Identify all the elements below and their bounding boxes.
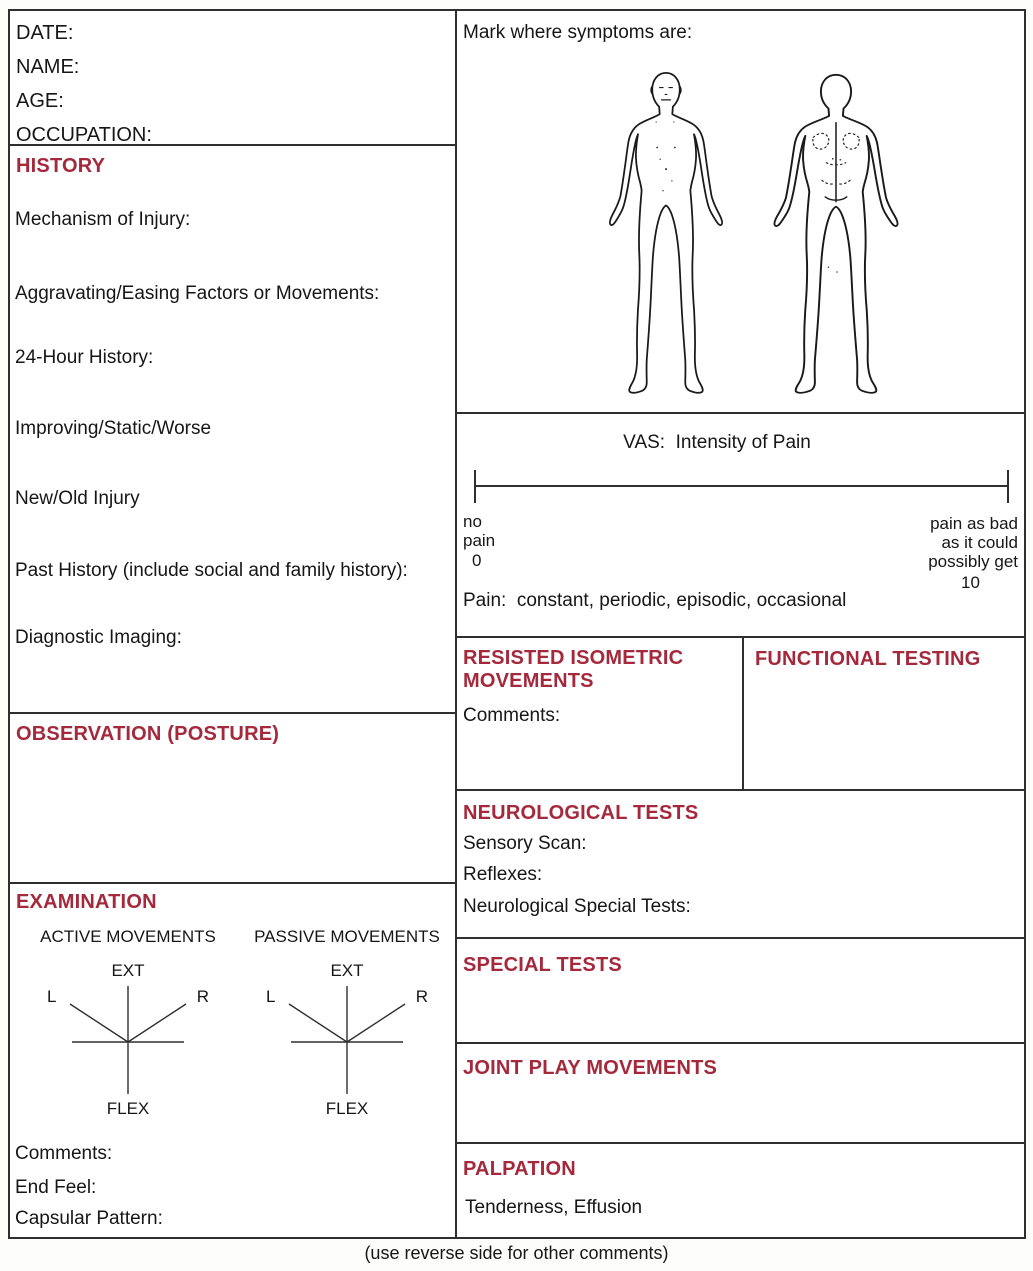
- age-field-label: AGE:: [16, 90, 64, 112]
- vas-max-line-2: as it could: [941, 533, 1018, 552]
- examination-section-title: EXAMINATION: [16, 891, 157, 913]
- axis-flex-label: FLEX: [106, 1099, 150, 1118]
- aggravating-easing-label: Aggravating/Easing Factors or Movements:: [15, 283, 380, 304]
- reflexes-label: Reflexes:: [463, 864, 543, 885]
- passive-movements-diagram: [262, 959, 432, 1129]
- resisted-neurological-divider: [455, 789, 1024, 791]
- vas-min-value: 0: [472, 551, 482, 570]
- pain-pattern-label: Pain: constant, periodic, episodic, occasional: [463, 590, 847, 611]
- joint-play-movements-title: JOINT PLAY MOVEMENTS: [463, 1057, 718, 1079]
- history-observation-divider: [10, 712, 457, 714]
- vas-max-label: [928, 514, 1018, 571]
- vas-scale-tick-right: [1007, 470, 1009, 503]
- vas-min-line-2: pain: [463, 531, 496, 550]
- neurological-special-tests-label: Neurological Special Tests:: [463, 896, 691, 917]
- neurological-tests-title: NEUROLOGICAL TESTS: [463, 802, 699, 824]
- resisted-functional-divider: [742, 636, 744, 789]
- vas-max-line-1: pain as bad: [930, 514, 1018, 533]
- functional-testing-title: FUNCTIONAL TESTING: [755, 648, 981, 670]
- axis-ext-label: EXT: [111, 961, 145, 980]
- symptoms-vas-divider: [455, 412, 1024, 414]
- vas-max-value: 10: [961, 573, 980, 592]
- end-feel-label: End Feel:: [15, 1177, 97, 1198]
- reverse-side-note: (use reverse side for other comments): [364, 1243, 669, 1263]
- tenderness-effusion-label: Tenderness, Effusion: [465, 1197, 643, 1218]
- axis-left-label: L: [47, 987, 57, 1006]
- palpation-title: PALPATION: [463, 1158, 576, 1180]
- neurological-special-divider: [455, 937, 1024, 939]
- occupation-field-label: OCCUPATION:: [16, 124, 152, 146]
- vas-resisted-divider: [455, 636, 1024, 638]
- mechanism-of-injury-label: Mechanism of Injury:: [15, 209, 191, 230]
- axis-ext-label: EXT: [330, 961, 364, 980]
- vas-max-line-3: possibly get: [928, 552, 1018, 571]
- vas-min-line-1: no: [463, 512, 482, 531]
- jointplay-palpation-divider: [455, 1142, 1024, 1144]
- name-field-label: NAME:: [16, 56, 80, 78]
- axis-right-label: R: [415, 987, 428, 1006]
- front-figure-stipple: [656, 121, 676, 191]
- active-movements-label: ACTIVE MOVEMENTS: [40, 927, 216, 946]
- observation-section-title: OBSERVATION (POSTURE): [16, 723, 280, 745]
- special-tests-title: SPECIAL TESTS: [463, 954, 622, 976]
- resisted-comments-label: Comments:: [463, 705, 561, 726]
- diagnostic-imaging-label: Diagnostic Imaging:: [15, 627, 182, 648]
- active-movements-diagram: [43, 959, 213, 1129]
- body-front-figure: [602, 65, 730, 399]
- passive-movements-label: PASSIVE MOVEMENTS: [254, 927, 440, 946]
- examination-comments-label: Comments:: [15, 1143, 113, 1164]
- improving-static-worse-label: Improving/Static/Worse: [15, 418, 212, 439]
- past-history-label: Past History (include social and family history):: [15, 560, 408, 581]
- capsular-pattern-label: Capsular Pattern:: [15, 1208, 163, 1229]
- vas-min-label: [463, 512, 495, 550]
- axis-flex-label: FLEX: [325, 1099, 369, 1118]
- body-back-figure: [766, 67, 906, 399]
- sensory-scan-label: Sensory Scan:: [463, 833, 587, 854]
- special-jointplay-divider: [455, 1042, 1024, 1044]
- observation-examination-divider: [10, 882, 457, 884]
- vas-title: VAS: Intensity of Pain: [623, 432, 811, 453]
- assessment-form: [8, 9, 1026, 1239]
- axis-right-label: R: [196, 987, 209, 1006]
- resisted-isometric-title: RESISTED ISOMETRIC MOVEMENTS: [463, 647, 684, 692]
- new-old-injury-label: New/Old Injury: [15, 488, 140, 509]
- axis-left-label: L: [266, 987, 276, 1006]
- column-divider: [455, 11, 457, 1237]
- 24-hour-history-label: 24-Hour History:: [15, 347, 154, 368]
- symptoms-section-title: Mark where symptoms are:: [463, 22, 693, 43]
- vas-scale-line: [474, 485, 1009, 487]
- history-section-title: HISTORY: [16, 155, 106, 177]
- vas-scale-tick-left: [474, 470, 476, 503]
- date-field-label: DATE:: [16, 22, 74, 44]
